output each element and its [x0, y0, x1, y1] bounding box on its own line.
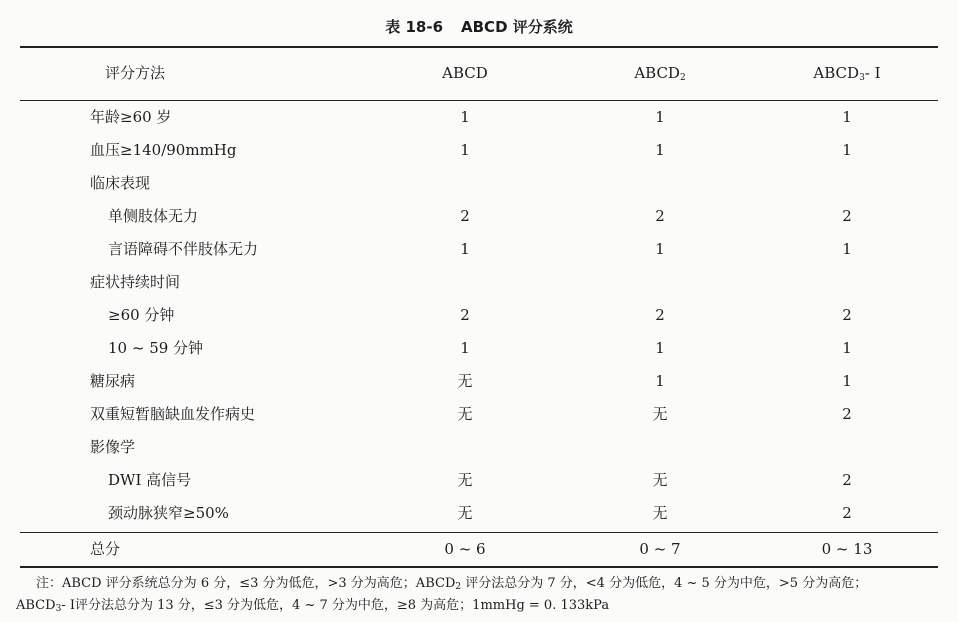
bottom-rule	[20, 566, 938, 568]
table-row	[20, 102, 938, 132]
cell-abcd: 1	[460, 240, 470, 258]
cell-abcd: 1	[460, 141, 470, 159]
row-label: DWI 高信号	[108, 471, 192, 489]
footnote-1b: 评分法总分为 7 分，<4 分为低危，4 ~ 5 分为中危，>5 分为高危；	[461, 576, 868, 591]
row-label: 糖尿病	[90, 372, 136, 390]
cell-abcd: 无	[457, 405, 473, 423]
cell-abcd2: 1	[655, 108, 665, 126]
table-caption	[0, 16, 958, 37]
cell-abcd2: 1	[655, 240, 665, 258]
cell-abcd2: 1	[655, 141, 665, 159]
header-rule	[20, 100, 938, 101]
total-row	[20, 534, 938, 564]
cell-abcd3i: 1	[842, 240, 852, 258]
table-title: ABCD 评分系统	[461, 18, 573, 36]
cell-abcd3i: 1	[842, 141, 852, 159]
row-label: 单侧肢体无力	[108, 207, 199, 225]
header-abcd3i-main: ABCD	[813, 64, 860, 82]
row-label: 10 ~ 59 分钟	[108, 339, 204, 357]
header-abcd3i-sub: 3	[859, 73, 865, 83]
footnote-1-sub: 2	[455, 582, 462, 592]
cell-abcd: 2	[460, 306, 470, 324]
cell-abcd2: 2	[655, 306, 665, 324]
table-row	[20, 399, 938, 429]
row-label: 血压≥140/90mmHg	[90, 141, 237, 159]
row-label: 症状持续时间	[90, 273, 181, 291]
cell-abcd2: 无	[652, 504, 668, 522]
cell-abcd: 1	[460, 108, 470, 126]
footnote-2-sub: 3	[55, 604, 62, 614]
header-method: 评分方法	[104, 64, 165, 82]
footnote-2a: ABCD	[16, 598, 56, 613]
cell-abcd3i: 1	[842, 372, 852, 390]
header-row	[20, 58, 938, 88]
footnote-2b: - Ⅰ评分法总分为 13 分，≤3 分为低危，4 ~ 7 分为中危，≥8 为高危；1mmHg = 0. 133kPa	[61, 598, 610, 613]
table-row	[20, 300, 938, 330]
total-rule	[20, 532, 938, 533]
cell-abcd: 2	[460, 207, 470, 225]
total-abcd2: 0 ~ 7	[639, 540, 681, 558]
top-rule	[20, 46, 938, 48]
table-row	[20, 168, 938, 198]
table-row	[20, 234, 938, 264]
header-abcd: ABCD	[442, 64, 488, 82]
cell-abcd3i: 2	[842, 471, 852, 489]
table-row	[20, 498, 938, 528]
cell-abcd2: 无	[652, 471, 668, 489]
row-label: 影像学	[90, 438, 136, 456]
row-label: 双重短暂脑缺血发作病史	[90, 405, 256, 423]
cell-abcd2: 2	[655, 207, 665, 225]
table-row	[20, 465, 938, 495]
cell-abcd2: 无	[652, 405, 668, 423]
total-abcd3i: 0 ~ 13	[821, 540, 873, 558]
total-abcd: 0 ~ 6	[444, 540, 486, 558]
cell-abcd: 1	[460, 339, 470, 357]
table-row	[20, 432, 938, 462]
cell-abcd3i: 2	[842, 405, 852, 423]
row-label: 年龄≥60 岁	[90, 108, 172, 126]
cell-abcd2: 1	[655, 339, 665, 357]
header-abcd3i-suffix: - Ⅰ	[864, 64, 881, 82]
cell-abcd3i: 2	[842, 504, 852, 522]
table-row	[20, 366, 938, 396]
cell-abcd2: 1	[655, 372, 665, 390]
cell-abcd3i: 1	[842, 339, 852, 357]
table-row	[20, 267, 938, 297]
cell-abcd: 无	[457, 372, 473, 390]
footnote-line-1	[36, 572, 867, 592]
header-abcd3i	[787, 58, 907, 93]
cell-abcd: 无	[457, 504, 473, 522]
table-row	[20, 201, 938, 231]
footnote-1a: 注：ABCD 评分系统总分为 6 分，≤3 分为低危，>3 分为高危；ABCD	[36, 576, 456, 591]
row-label: 颈动脉狭窄≥50%	[108, 504, 229, 522]
header-abcd2-sub: 2	[679, 73, 686, 83]
cell-abcd: 无	[457, 471, 473, 489]
row-label: 临床表现	[90, 174, 151, 192]
header-abcd2	[600, 58, 720, 93]
cell-abcd3i: 2	[842, 306, 852, 324]
cell-abcd3i: 1	[842, 108, 852, 126]
footnote-line-2	[16, 594, 609, 614]
row-label: ≥60 分钟	[108, 306, 175, 324]
table-row	[20, 333, 938, 363]
cell-abcd3i: 2	[842, 207, 852, 225]
row-label: 言语障碍不伴肢体无力	[108, 240, 259, 258]
total-label: 总分	[90, 540, 121, 558]
table-number: 表 18-6	[385, 18, 444, 36]
table-row	[20, 135, 938, 165]
header-abcd2-main: ABCD	[634, 64, 680, 82]
